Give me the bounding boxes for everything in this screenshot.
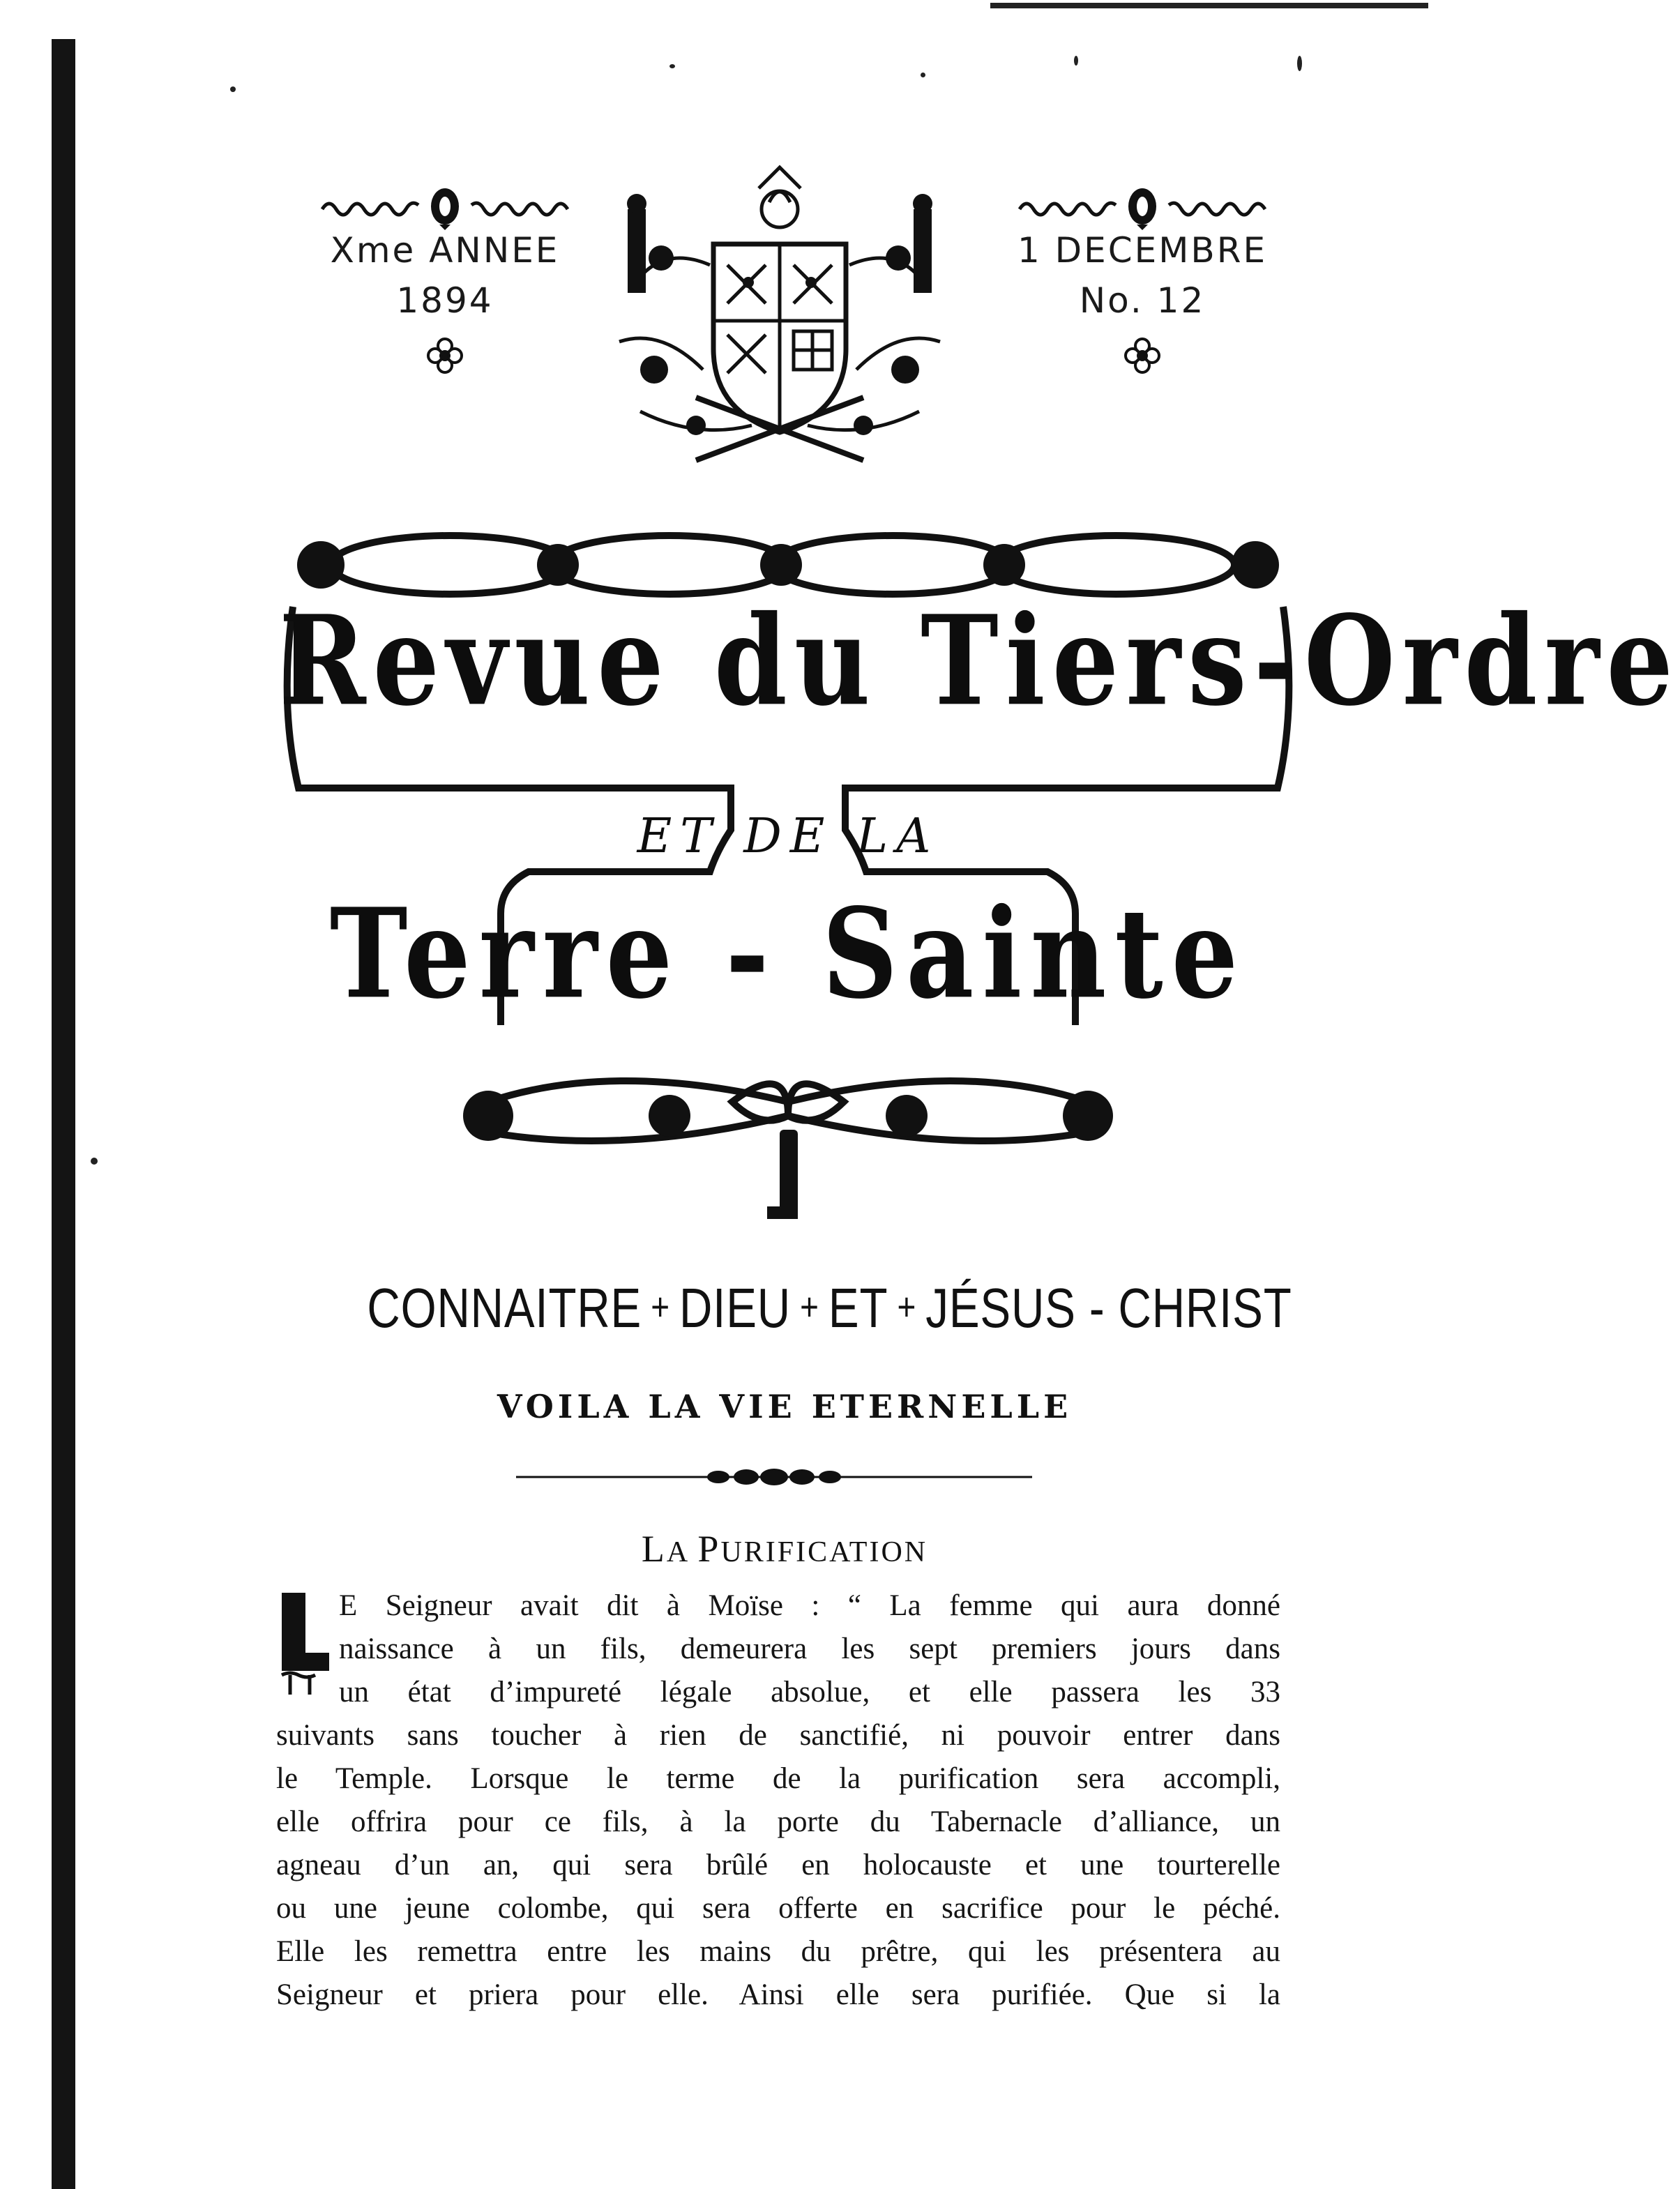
cross-separator: + — [651, 1285, 670, 1328]
masthead-title-line2: ET DE LA — [637, 809, 939, 864]
ink-speck — [921, 73, 925, 77]
cross-separator: + — [800, 1285, 819, 1328]
scroll-flourish-icon — [1017, 185, 1268, 230]
rosette-icon — [425, 336, 464, 375]
body-line: un état d’impureté légale absolue, et elle passera les 33 — [339, 1676, 1280, 1709]
issue-number-label: No. 12 — [1079, 280, 1206, 321]
scan-edge-line — [990, 3, 1428, 8]
body-line: elle offrira pour ce fils, à la porte du Tabernacle d’alliance, un — [276, 1805, 1280, 1838]
year-label: 1894 — [396, 280, 494, 321]
date-label: 1 DECEMBRE — [1017, 230, 1268, 271]
ink-speck — [230, 86, 236, 92]
motto — [367, 1276, 1292, 1340]
masthead-title-line1: Revue du Tiers-Ordre — [279, 589, 1680, 734]
binding-edge — [52, 39, 75, 2189]
article-title: LA PURIFICATION — [641, 1528, 928, 1570]
ink-speck — [1297, 56, 1302, 71]
coat-of-arms-icon — [591, 160, 968, 488]
body-line: E Seigneur avait dit à Moïse : “ La femme qui aura donné — [339, 1589, 1280, 1622]
header-left — [285, 185, 605, 375]
ink-speck — [669, 64, 675, 68]
body-line: naissance à un fils, demeurera les sept premiers jours dans — [339, 1633, 1280, 1665]
motto-word: CONNAITRE — [367, 1277, 642, 1339]
article-body — [276, 1584, 1280, 2017]
body-line: Elle les remettra entre les mains du prêtre, qui les présentera au — [276, 1935, 1280, 1968]
motto-word: JÉSUS - CHRIST — [925, 1277, 1292, 1339]
body-line: Seigneur et priera pour elle. Ainsi elle sera purifiée. Que si la — [276, 1978, 1280, 2011]
masthead-title-line3: Terre - Sainte — [329, 881, 1247, 1027]
motto-word: ET — [828, 1277, 888, 1339]
ornamental-divider-icon — [516, 1463, 1032, 1491]
rosette-icon — [1123, 336, 1162, 375]
ink-speck — [91, 1158, 98, 1165]
body-line: suivants sans toucher à rien de sanctifié, ni pouvoir entrer dans — [276, 1719, 1280, 1752]
cross-separator: + — [897, 1285, 917, 1328]
ink-speck — [1074, 56, 1078, 66]
body-line: le Temple. Lorsque le terme de la purification sera accompli, — [276, 1762, 1280, 1795]
motto-word: DIEU — [679, 1277, 792, 1339]
masthead — [279, 502, 1680, 1220]
scroll-flourish-icon — [319, 185, 570, 230]
header-right — [982, 185, 1303, 375]
volume-label: Xme ANNEE — [330, 230, 560, 271]
motto-subtitle: VOILA LA VIE ETERNELLE — [497, 1388, 1073, 1425]
body-line: ou une jeune colombe, qui sera offerte en sacrifice pour le péché. — [276, 1892, 1280, 1925]
drop-cap — [276, 1593, 331, 1697]
body-line: agneau d’un an, qui sera brûlé en holocauste et une tourterelle — [276, 1849, 1280, 1881]
